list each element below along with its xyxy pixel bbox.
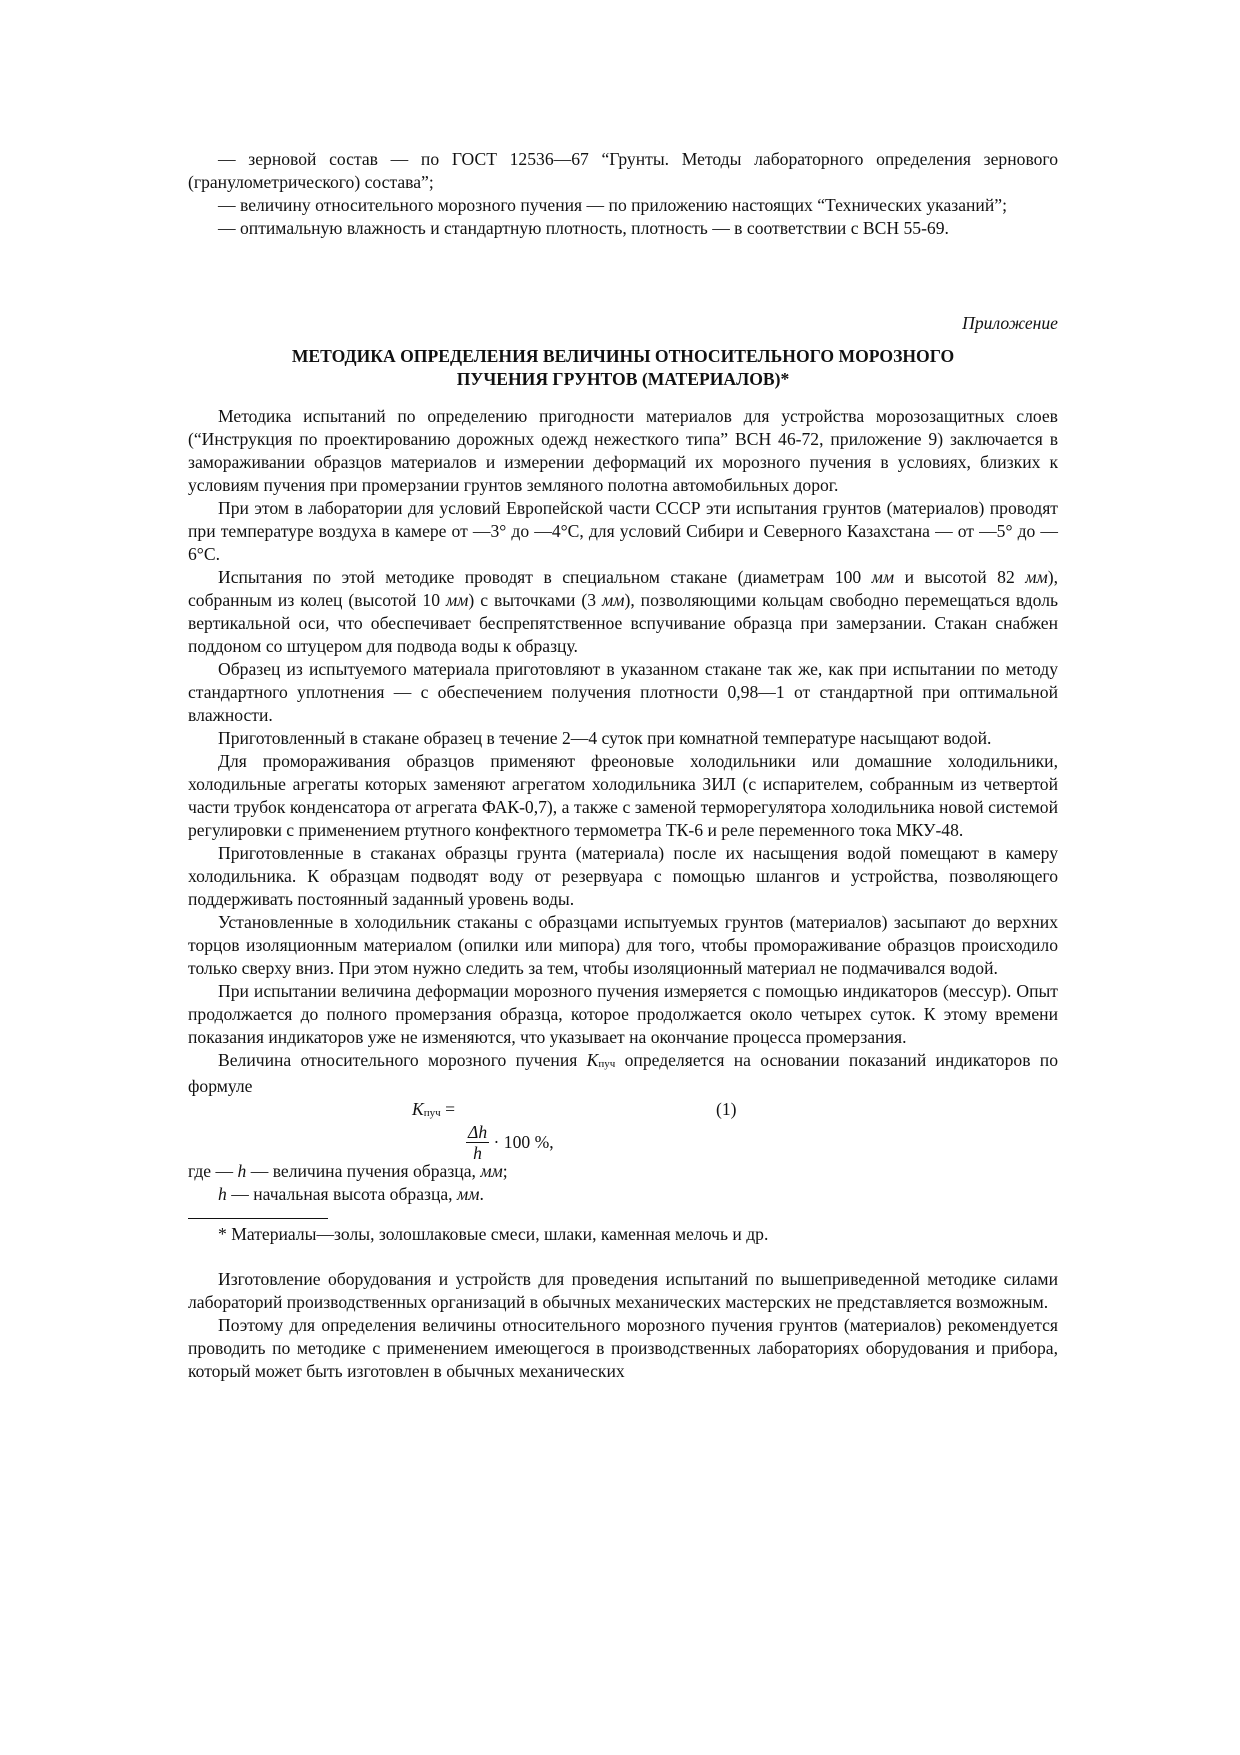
body-paragraph: Методика испытаний по определению пригодности материалов для устройства морозозащитных слоев (“Инструкция по проектированию дорожных одежд нежесткого типа” ВСН 46-72, приложение 9) заключается в замораживании образцов материалов и измерении деформаций их морозного пучения в условиях, близких к условиям пучения при промерзании грунтов земляного полотна автомобильных дорог. <box>188 406 1058 495</box>
text-run: и высотой 82 <box>894 567 1026 587</box>
formula-tail: · 100 %, <box>493 1132 554 1152</box>
definition-line <box>188 1160 1058 1183</box>
section-gap <box>188 1246 1058 1268</box>
text-run: . <box>479 1184 484 1204</box>
unit-mm: мм <box>445 590 469 610</box>
body-paragraph: При испытании величина деформации морозного пучения измеряется с помощью индикаторов (мессур). Опыт продолжается до полного промерзания образца, которое продолжается около четырех суток. К этому времени показания индикаторов уже не изменяются, что указывает на окончание процесса промерзания. <box>188 981 1058 1047</box>
formula-number: (1) <box>716 1099 737 1119</box>
h-symbol: h <box>218 1184 227 1204</box>
body-paragraph: При этом в лаборатории для условий Европейской части СССР эти испытания грунтов (материалов) проводят при температуре воздуха в камере от —3° до —4°С, для условий Сибири и Северного Казахстана — от —5° до —6°С. <box>188 498 1058 564</box>
intro-item: — величину относительного морозного пучения — по приложению настоящих “Технических указаний”; <box>218 195 1007 215</box>
fraction-numerator: Δh <box>468 1122 488 1142</box>
unit-mm: мм <box>1025 567 1048 587</box>
footnote: * Материалы—золы, золошлаковые смеси, шлаки, каменная мелочь и др. <box>218 1224 769 1244</box>
appendix-label: Приложение <box>962 313 1058 333</box>
k-symbol: K <box>412 1099 424 1119</box>
body-paragraph: Для промораживания образцов применяют фреоновые холодильники или домашние холодильники, холодильные агрегаты которых заменяют агрегатом холодильника ЗИЛ (с испарителем, собранным из четвертой части трубок конденсатора от агрегата ФАК-0,7), а также с заменой терморегулятора холодильника новой системой регулировки с применением ртутного конфектного термометра ТК-6 и реле переменного тока МКУ-48. <box>188 751 1058 840</box>
text-run: ), позволяющими кольцам свободно перемещаться вдоль вертикальной оси, что обеспечивает беспрепятственное вспучивание образца при замерзании. Стакан снабжен поддоном со штуцером для подвода воды к образцу. <box>188 590 1059 656</box>
body-paragraph: Образец из испытуемого материала приготовляют в указанном стакане так же, как при испытании по методу стандартного уплотнения — с обеспечением получения плотности 0,98—1 от стандартной при оптимальной влажности. <box>188 659 1058 725</box>
unit-mm: мм <box>871 567 895 587</box>
appendix-title-line: ПУЧЕНИЯ ГРУНТОВ (МАТЕРИАЛОВ)* <box>456 369 790 389</box>
body-paragraph: Поэтому для определения величины относительного морозного пучения грунтов (материалов) рекомендуется проводить по методике с применением имеющегося в производственных лабораториях оборудования и прибора, который может быть изготовлен в обычных механических <box>188 1315 1058 1381</box>
formula <box>188 1098 1058 1163</box>
h-symbol: h <box>237 1161 247 1181</box>
text-run: определяется на основании показаний индикаторов по формуле <box>188 1050 1059 1096</box>
body-paragraph <box>188 566 1058 658</box>
text-run: — начальная высота образца, <box>226 1184 457 1204</box>
unit-mm: мм <box>456 1184 480 1204</box>
body-paragraph: Установленные в холодильник стаканы с образцами испытуемых грунтов (материалов) засыпают до верхних торцов изоляционным материалом (опилки или мипора) для того, чтобы промораживание образцов происходило только сверху вниз. При этом нужно следить за тем, чтобы изоляционный материал не подмачивался водой. <box>188 912 1058 978</box>
formula-lhs <box>412 1098 455 1124</box>
body-paragraph <box>188 1049 1058 1098</box>
formula-rhs <box>466 1122 554 1163</box>
body-paragraph: Приготовленный в стакане образец в течение 2—4 суток при комнатной температуре насыщают водой. <box>218 728 992 748</box>
definition-line <box>188 1183 1058 1206</box>
footnote-divider <box>188 1218 328 1219</box>
unit-mm: мм <box>602 590 625 610</box>
text-run: ; <box>502 1161 508 1181</box>
text-run: где — <box>188 1161 238 1181</box>
intro-list <box>188 148 1058 240</box>
text-run: Испытания по этой методике проводят в специальном стакане (диаметрам 100 <box>218 567 872 587</box>
intro-item: — зерновой состав — по ГОСТ 12536—67 “Грунты. Методы лабораторного определения зернового (гранулометрического) состава”; <box>188 149 1058 192</box>
text-run: — величина пучения образца, <box>246 1161 481 1181</box>
text-run: ), собранным из колец (высотой 10 <box>188 567 1058 610</box>
fraction <box>466 1122 489 1163</box>
appendix-title-line: МЕТОДИКА ОПРЕДЕЛЕНИЯ ВЕЛИЧИНЫ ОТНОСИТЕЛЬНОГО МОРОЗНОГО <box>291 346 955 366</box>
k-symbol: K <box>586 1050 599 1070</box>
body-paragraph: Изготовление оборудования и устройств для проведения испытаний по вышеприведенной методике силами лабораторий производственных организаций в обычных механических мастерских не представляется возможным. <box>188 1269 1058 1312</box>
equals-sign: = <box>440 1099 455 1119</box>
body-paragraph: Приготовленные в стаканах образцы грунта (материала) после их насыщения водой помещают в камеру холодильника. К образцам подводят воду от резервуара с помощью шлангов и устройства, позволяющего поддерживать постоянный заданный уровень воды. <box>188 843 1058 909</box>
fraction-denominator: h <box>473 1143 482 1163</box>
text-run: ) с выточками (3 <box>468 590 602 610</box>
section-gap <box>188 240 1058 312</box>
unit-mm: мм <box>480 1161 503 1181</box>
intro-item: — оптимальную влажность и стандартную плотность, плотность — в соответствии с ВСН 55-69. <box>218 218 949 238</box>
appendix-title <box>188 345 1058 391</box>
text-run: Величина относительного морозного пучения <box>218 1050 587 1070</box>
k-subscript: пуч <box>598 1058 616 1070</box>
k-subscript: пуч <box>423 1107 441 1119</box>
document-page <box>188 148 1058 1383</box>
